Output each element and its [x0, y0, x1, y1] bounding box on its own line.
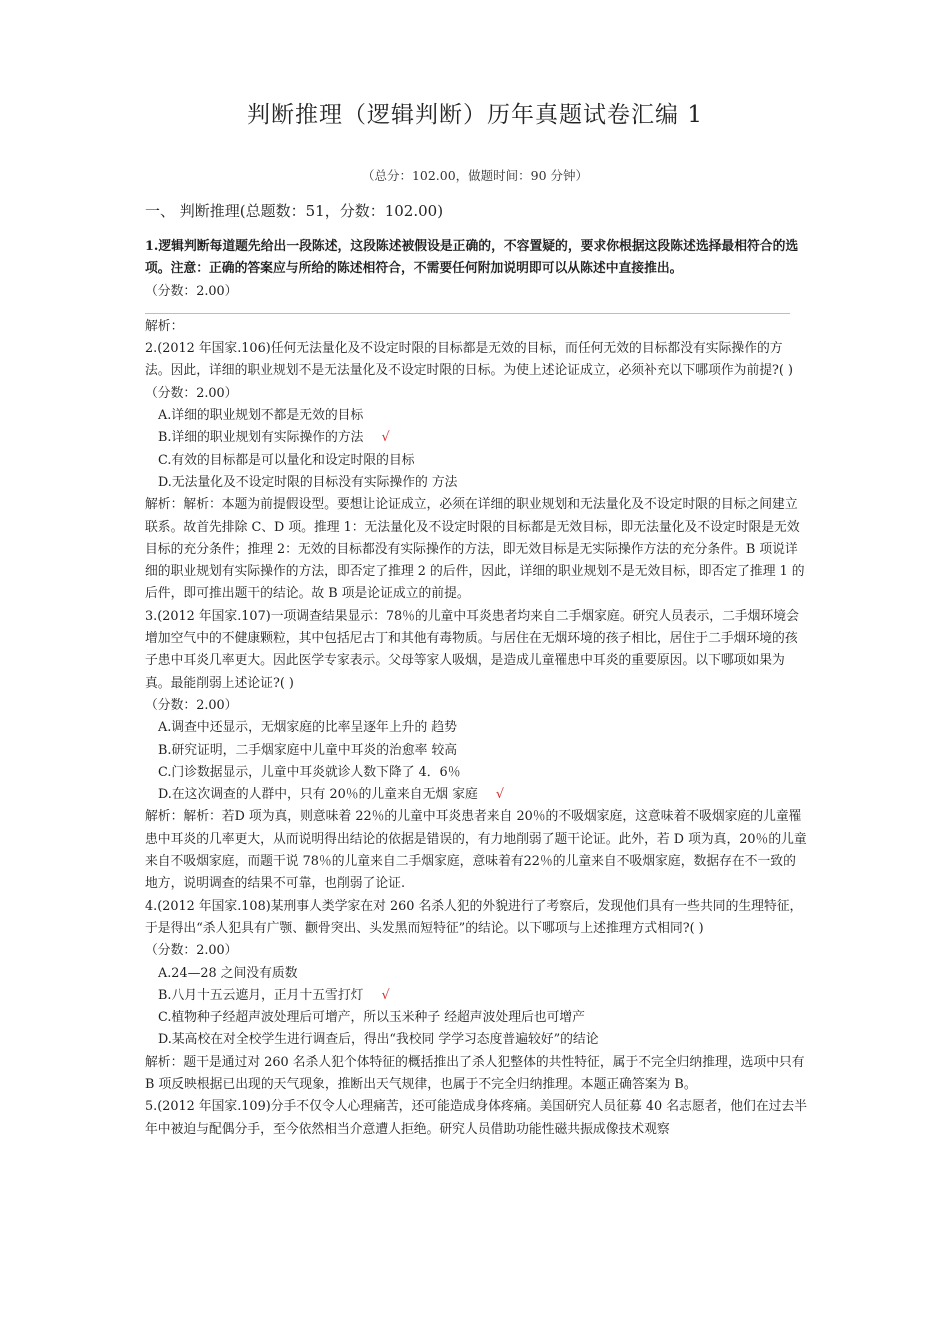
check-mark-icon: √ [495, 787, 504, 803]
option-text: B.八月十五云遮月，正月十五雪打灯 [158, 987, 364, 1003]
check-mark-icon: √ [381, 987, 390, 1003]
question-4-text: 4.(2012 年国家.108)某刑事人类学家在对 260 名杀人犯的外貌进行了考察后，发现他们具有一些共同的生理特征，于是得出“杀人犯具有广颚、颧骨突出、头发黑而短特征”的结论。以下哪项与上述推理方式相同?( ) [145, 898, 803, 936]
question-2-option-b [145, 427, 808, 449]
question-1-score: （分数：2.00） [145, 283, 238, 299]
question-5-text: 5.(2012 年国家.109)分手不仅令人心理痛苦，还可能造成身体疼痛。美国研究人员征募 40 名志愿者，他们在过去半年中被迫与配偶分手，至今依然相当介意遭人拒绝。研究人员借助功能性磁共振成像技术观察 [145, 1099, 808, 1137]
question-3-option-c: C.门诊数据显示，儿童中耳炎就诊人数下降了 4．6％ [158, 764, 461, 780]
question-4-score: （分数：2.00） [145, 943, 238, 959]
question-1-text: 1.逻辑判断每道题先给出一段陈述，这段陈述被假设是正确的，不容置疑的，要求你根据这段陈述选择最相符合的选项。注意：正确的答案应与所给的陈述相符合，不需要任何附加说明即可以从陈述中直接推出。 [145, 239, 799, 277]
question-2-option-d: D.无法量化及不设定时限的目标没有实际操作的 方法 [158, 474, 458, 490]
check-mark-icon: √ [381, 430, 390, 446]
question-3-score: （分数：2.00） [145, 697, 238, 713]
question-2-option-a: A.详细的职业规划不都是无效的目标 [158, 408, 364, 424]
question-list [145, 236, 808, 1141]
question-4-option-d: D.某高校在对全校学生进行调查后，得出“我校同 学学习态度普遍较好”的结论 [158, 1032, 599, 1048]
question-3-analysis: 解析：解析：若D 项为真，则意味着 22％的儿童中耳炎患者来自 20％的不吸烟家庭，这意味着不吸烟家庭的儿童罹患中耳炎的几率更大，从而说明得出结论的依据是错误的，有力地削弱了题干论证。此外，若 D 项为真，20％的儿童来自不吸烟家庭，而题干说 78％的儿童来自二手烟家庭，意味着有22％的儿童来自不吸烟家庭，数据存在不一致的地方，说明调查的结果不可靠，也削弱了论证. [145, 809, 807, 892]
option-text: D.在这次调查的人群中，只有 20％的儿童来自无烟 家庭 [158, 787, 478, 803]
question-3-text: 3.(2012 年国家.107)一项调查结果显示：78％的儿童中耳炎患者均来自二手烟家庭。研究人员表示，二手烟环境会增加空气中的不健康颗粒，其中包括尼古丁和其他有毒物质。与居住在无烟环境的孩子相比，居住于二手烟环境的孩子患中耳炎几率更大。因此医学专家表示。父母等家人吸烟，是造成儿童罹患中耳炎的重要原因。以下哪项如果为真。最能削弱上述论证?( ) [145, 608, 799, 691]
question-2-analysis: 解析：解析：本题为前提假设型。要想让论证成立，必须在详细的职业规划和无法量化及不设定时限的目标之间建立联系。故首先排除 C、D 项。推理 1：无法量化及不设定时限的目标都是无效目标，即无法量化及不设定时限是无效目标的充分条件；推理 2：无效的目标都没有实际操作的方法，即无效目标是无实际操作方法的充分条件。B 项说详细的职业规划有实际操作的方法，即否定了推理 2 的后件，因此，详细的职业规划不是无效目标，即否定了推理 1 的后件，即可推出题干的结论。故 B 项是论证成立的前提。 [145, 497, 805, 602]
option-text: B.详细的职业规划有实际操作的方法 [158, 430, 364, 446]
question-4-option-a: A.24—28 之间没有质数 [158, 965, 298, 981]
question-2-text: 2.(2012 年国家.106)任何无法量化及不设定时限的目标都是无效的目标，而任何无效的目标都没有实际操作的方法。因此，详细的职业规划不是无法量化及不设定时限的日标。为使上述论证成立，必须补充以下哪项作为前提?( ) [145, 341, 793, 379]
section-heading: 一、 判断推理(总题数：51，分数：102.00) [145, 202, 444, 220]
question-3-option-b: B.研究证明，二手烟家庭中儿童中耳炎的治愈率 较高 [158, 742, 458, 758]
question-4-option-c: C.植物种子经超声波处理后可增产，所以玉米种子 经超声波处理后也可增产 [158, 1010, 585, 1026]
question-4-option-b [145, 985, 808, 1007]
question-1-analysis: 解析： [145, 318, 184, 334]
question-3-option-d [145, 784, 808, 806]
question-2-option-c: C.有效的目标都是可以量化和设定时限的目标 [158, 452, 415, 468]
question-4-analysis: 解析：题干是通过对 260 名杀人犯个体特征的概括推出了杀人犯整体的共性特征，属于不完全归纳推理，选项中只有 B 项反映根据已出现的天气现象，推断出天气规律，也属于不完全归纳推理。本题正确答案为 B。 [145, 1054, 805, 1092]
question-3-option-a: A.调查中还显示，无烟家庭的比率呈逐年上升的 趋势 [158, 720, 457, 736]
question-2-score: （分数：2.00） [145, 385, 238, 401]
exam-meta: （总分：102.00，做题时间：90 分钟） [361, 168, 589, 183]
divider [145, 313, 790, 314]
document-title: 判断推理（逻辑判断）历年真题试卷汇编 1 [247, 102, 703, 128]
